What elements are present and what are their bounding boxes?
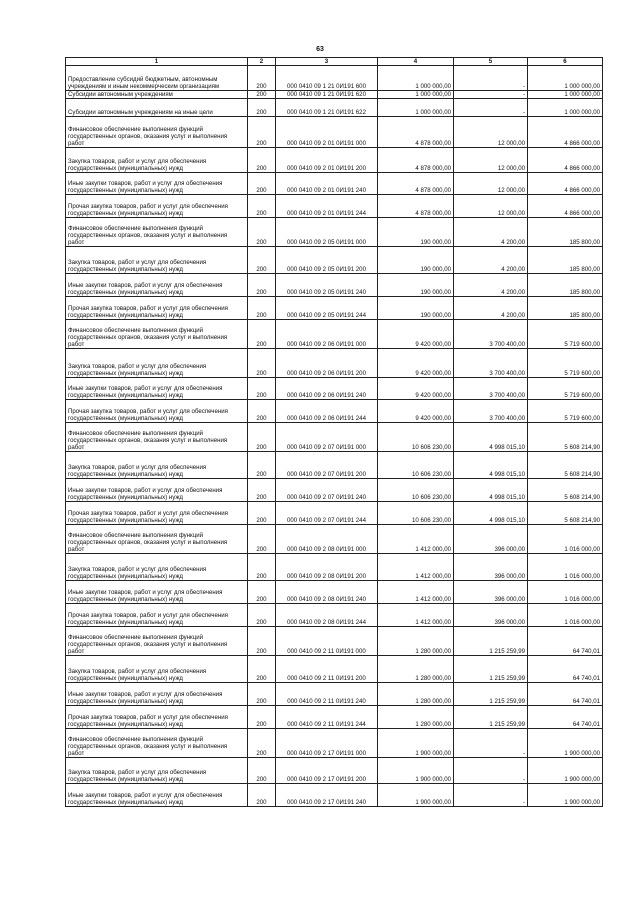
row-line-code: 200 <box>248 758 276 784</box>
row-unexecuted-amount: 1 000 000,00 <box>528 99 603 117</box>
row-line-code: 200 <box>248 66 276 91</box>
row-unexecuted-amount: 5 608 214,90 <box>528 423 603 452</box>
row-executed-amount: 3 700 400,00 <box>454 400 528 423</box>
row-line-code: 200 <box>248 729 276 758</box>
row-name: Предоставление субсидий бюджетным, автономным учреждениям и иным некоммерческим организациям <box>66 66 248 91</box>
row-unexecuted-amount: 185 800,00 <box>528 297 603 320</box>
row-approved-amount: 1 280 000,00 <box>378 656 454 683</box>
row-executed-amount: 4 200,00 <box>454 297 528 320</box>
table-row <box>66 99 603 117</box>
row-unexecuted-amount: 185 800,00 <box>528 247 603 274</box>
row-name: Субсидии автономным учреждениям <box>66 91 248 99</box>
row-approved-amount: 1 900 000,00 <box>378 784 454 807</box>
row-approved-amount: 10 606 230,00 <box>378 479 454 502</box>
table-row <box>66 274 603 297</box>
table-row <box>66 706 603 729</box>
column-header: 1 <box>66 58 248 66</box>
table-row <box>66 378 603 400</box>
row-name: Иные закупки товаров, работ и услуг для обеспечения государственных (муниципальных) нужд <box>66 173 248 195</box>
column-header: 5 <box>454 58 528 66</box>
row-approved-amount: 10 606 230,00 <box>378 452 454 479</box>
row-line-code: 200 <box>248 581 276 604</box>
row-budget-code: 000 0410 09 2 01 0И191 000 <box>276 117 378 148</box>
row-budget-code: 000 0410 09 2 17 0И191 200 <box>276 758 378 784</box>
table-row <box>66 479 603 502</box>
row-name: Закупка товаров, работ и услуг для обеспечения государственных (муниципальных) нужд <box>66 554 248 581</box>
row-name: Субсидии автономным учреждениям на иные цели <box>66 99 248 117</box>
row-executed-amount: - <box>454 91 528 99</box>
row-name: Прочая закупка товаров, работ и услуг для обеспечения государственных (муниципальных) нужд <box>66 604 248 627</box>
row-unexecuted-amount: 64 740,01 <box>528 683 603 706</box>
row-name: Иные закупки товаров, работ и услуг для обеспечения государственных (муниципальных) нужд <box>66 784 248 807</box>
row-line-code: 200 <box>248 99 276 117</box>
table-row <box>66 683 603 706</box>
row-executed-amount: 1 215 259,99 <box>454 683 528 706</box>
row-name: Финансовое обеспечение выполнения функций государственных органов, оказания услуг и выполнения работ <box>66 627 248 656</box>
row-budget-code: 000 0410 09 2 05 0И191 244 <box>276 297 378 320</box>
row-budget-code: 000 0410 09 2 17 0И191 240 <box>276 784 378 807</box>
table-row <box>66 91 603 99</box>
row-line-code: 200 <box>248 479 276 502</box>
row-executed-amount: 396 000,00 <box>454 525 528 554</box>
row-name: Прочая закупка товаров, работ и услуг для обеспечения государственных (муниципальных) нужд <box>66 297 248 320</box>
table-row <box>66 423 603 452</box>
row-executed-amount: - <box>454 99 528 117</box>
row-unexecuted-amount: 1 016 000,00 <box>528 604 603 627</box>
column-header: 2 <box>248 58 276 66</box>
row-line-code: 200 <box>248 423 276 452</box>
row-approved-amount: 1 412 000,00 <box>378 604 454 627</box>
row-approved-amount: 1 280 000,00 <box>378 706 454 729</box>
row-budget-code: 000 0410 09 2 11 0И191 200 <box>276 656 378 683</box>
table-row <box>66 320 603 349</box>
row-executed-amount: 4 200,00 <box>454 247 528 274</box>
row-unexecuted-amount: 1 016 000,00 <box>528 525 603 554</box>
table-body <box>66 66 603 807</box>
row-unexecuted-amount: 1 016 000,00 <box>528 554 603 581</box>
table-row <box>66 656 603 683</box>
row-approved-amount: 9 420 000,00 <box>378 378 454 400</box>
row-name: Закупка товаров, работ и услуг для обеспечения государственных (муниципальных) нужд <box>66 349 248 378</box>
row-name: Иные закупки товаров, работ и услуг для обеспечения государственных (муниципальных) нужд <box>66 274 248 297</box>
row-approved-amount: 4 878 000,00 <box>378 173 454 195</box>
row-approved-amount: 1 000 000,00 <box>378 99 454 117</box>
row-budget-code: 000 0410 09 1 21 0И191 620 <box>276 91 378 99</box>
row-name: Финансовое обеспечение выполнения функций государственных органов, оказания услуг и выполнения работ <box>66 320 248 349</box>
row-line-code: 200 <box>248 320 276 349</box>
row-unexecuted-amount: 185 800,00 <box>528 274 603 297</box>
row-budget-code: 000 0410 09 2 11 0И191 244 <box>276 706 378 729</box>
row-executed-amount: 4 998 015,10 <box>454 502 528 525</box>
row-name: Закупка товаров, работ и услуг для обеспечения государственных (муниципальных) нужд <box>66 656 248 683</box>
row-approved-amount: 4 878 000,00 <box>378 117 454 148</box>
row-line-code: 200 <box>248 117 276 148</box>
row-unexecuted-amount: 64 740,01 <box>528 627 603 656</box>
table-row <box>66 627 603 656</box>
row-unexecuted-amount: 5 608 214,90 <box>528 452 603 479</box>
row-line-code: 200 <box>248 525 276 554</box>
row-unexecuted-amount: 5 719 600,00 <box>528 349 603 378</box>
page-number: 63 <box>316 46 324 53</box>
row-executed-amount: - <box>454 66 528 91</box>
row-name: Иные закупки товаров, работ и услуг для обеспечения государственных (муниципальных) нужд <box>66 683 248 706</box>
row-name: Закупка товаров, работ и услуг для обеспечения государственных (муниципальных) нужд <box>66 758 248 784</box>
row-budget-code: 000 0410 09 2 08 0И191 244 <box>276 604 378 627</box>
row-line-code: 200 <box>248 656 276 683</box>
table-row <box>66 297 603 320</box>
row-unexecuted-amount: 4 866 000,00 <box>528 173 603 195</box>
row-budget-code: 000 0410 09 2 17 0И191 000 <box>276 729 378 758</box>
row-unexecuted-amount: 5 608 214,90 <box>528 502 603 525</box>
row-executed-amount: 4 998 015,10 <box>454 423 528 452</box>
table-row <box>66 604 603 627</box>
table-row <box>66 117 603 148</box>
row-unexecuted-amount: 4 866 000,00 <box>528 148 603 173</box>
row-executed-amount: 4 200,00 <box>454 218 528 247</box>
table-row <box>66 218 603 247</box>
row-budget-code: 000 0410 09 2 11 0И191 240 <box>276 683 378 706</box>
row-unexecuted-amount: 5 608 214,90 <box>528 479 603 502</box>
table-row <box>66 581 603 604</box>
row-approved-amount: 190 000,00 <box>378 247 454 274</box>
row-unexecuted-amount: 1 900 000,00 <box>528 758 603 784</box>
row-executed-amount: 1 215 259,99 <box>454 627 528 656</box>
row-name: Закупка товаров, работ и услуг для обеспечения государственных (муниципальных) нужд <box>66 452 248 479</box>
row-line-code: 200 <box>248 400 276 423</box>
row-executed-amount: 3 700 400,00 <box>454 320 528 349</box>
row-name: Иные закупки товаров, работ и услуг для обеспечения государственных (муниципальных) нужд <box>66 378 248 400</box>
row-name: Иные закупки товаров, работ и услуг для обеспечения государственных (муниципальных) нужд <box>66 581 248 604</box>
column-header: 6 <box>528 58 603 66</box>
row-budget-code: 000 0410 09 2 01 0И191 200 <box>276 148 378 173</box>
row-approved-amount: 1 900 000,00 <box>378 758 454 784</box>
row-approved-amount: 190 000,00 <box>378 218 454 247</box>
table-row <box>66 247 603 274</box>
row-name: Финансовое обеспечение выполнения функций государственных органов, оказания услуг и выполнения работ <box>66 525 248 554</box>
row-approved-amount: 1 900 000,00 <box>378 729 454 758</box>
row-unexecuted-amount: 5 719 600,00 <box>528 400 603 423</box>
row-line-code: 200 <box>248 502 276 525</box>
row-name: Финансовое обеспечение выполнения функций государственных органов, оказания услуг и выполнения работ <box>66 218 248 247</box>
row-approved-amount: 10 606 230,00 <box>378 423 454 452</box>
row-line-code: 200 <box>248 247 276 274</box>
row-line-code: 200 <box>248 784 276 807</box>
row-unexecuted-amount: 1 900 000,00 <box>528 784 603 807</box>
row-name: Прочая закупка товаров, работ и услуг для обеспечения государственных (муниципальных) нужд <box>66 400 248 423</box>
row-unexecuted-amount: 4 866 000,00 <box>528 195 603 218</box>
row-approved-amount: 9 420 000,00 <box>378 400 454 423</box>
row-executed-amount: 4 200,00 <box>454 274 528 297</box>
row-name: Финансовое обеспечение выполнения функций государственных органов, оказания услуг и выполнения работ <box>66 729 248 758</box>
row-approved-amount: 4 878 000,00 <box>378 148 454 173</box>
table-row <box>66 452 603 479</box>
row-unexecuted-amount: 64 740,01 <box>528 706 603 729</box>
row-budget-code: 000 0410 09 2 11 0И191 000 <box>276 627 378 656</box>
row-unexecuted-amount: 1 900 000,00 <box>528 729 603 758</box>
row-name: Иные закупки товаров, работ и услуг для обеспечения государственных (муниципальных) нужд <box>66 479 248 502</box>
row-executed-amount: 12 000,00 <box>454 173 528 195</box>
row-line-code: 200 <box>248 349 276 378</box>
row-line-code: 200 <box>248 683 276 706</box>
row-executed-amount: 4 998 015,10 <box>454 479 528 502</box>
row-unexecuted-amount: 1 000 000,00 <box>528 66 603 91</box>
row-executed-amount: 4 998 015,10 <box>454 452 528 479</box>
row-line-code: 200 <box>248 604 276 627</box>
row-name: Закупка товаров, работ и услуг для обеспечения государственных (муниципальных) нужд <box>66 148 248 173</box>
row-approved-amount: 1 000 000,00 <box>378 91 454 99</box>
row-line-code: 200 <box>248 452 276 479</box>
table-row <box>66 195 603 218</box>
row-line-code: 200 <box>248 173 276 195</box>
row-budget-code: 000 0410 09 2 08 0И191 200 <box>276 554 378 581</box>
row-approved-amount: 1 412 000,00 <box>378 525 454 554</box>
row-executed-amount: 12 000,00 <box>454 117 528 148</box>
row-name: Финансовое обеспечение выполнения функций государственных органов, оказания услуг и выполнения работ <box>66 423 248 452</box>
row-executed-amount: 3 700 400,00 <box>454 349 528 378</box>
row-budget-code: 000 0410 09 2 06 0И191 244 <box>276 400 378 423</box>
row-unexecuted-amount: 64 740,01 <box>528 656 603 683</box>
budget-execution-table <box>65 57 603 807</box>
row-name: Прочая закупка товаров, работ и услуг для обеспечения государственных (муниципальных) нужд <box>66 706 248 729</box>
row-line-code: 200 <box>248 195 276 218</box>
row-approved-amount: 190 000,00 <box>378 274 454 297</box>
row-line-code: 200 <box>248 274 276 297</box>
row-name: Финансовое обеспечение выполнения функций государственных органов, оказания услуг и выполнения работ <box>66 117 248 148</box>
table-row <box>66 66 603 91</box>
row-unexecuted-amount: 5 719 600,00 <box>528 320 603 349</box>
row-approved-amount: 1 412 000,00 <box>378 554 454 581</box>
row-executed-amount: 396 000,00 <box>454 581 528 604</box>
table-header <box>66 58 603 66</box>
row-name: Прочая закупка товаров, работ и услуг для обеспечения государственных (муниципальных) нужд <box>66 502 248 525</box>
table-row <box>66 349 603 378</box>
row-budget-code: 000 0410 09 2 05 0И191 200 <box>276 247 378 274</box>
row-budget-code: 000 0410 09 1 21 0И191 622 <box>276 99 378 117</box>
row-budget-code: 000 0410 09 2 06 0И191 000 <box>276 320 378 349</box>
table-row <box>66 148 603 173</box>
table-row <box>66 400 603 423</box>
column-header: 4 <box>378 58 454 66</box>
row-unexecuted-amount: 5 719 600,00 <box>528 378 603 400</box>
row-line-code: 200 <box>248 218 276 247</box>
row-budget-code: 000 0410 09 2 07 0И191 000 <box>276 423 378 452</box>
row-budget-code: 000 0410 09 1 21 0И191 600 <box>276 66 378 91</box>
row-line-code: 200 <box>248 627 276 656</box>
row-name: Прочая закупка товаров, работ и услуг для обеспечения государственных (муниципальных) нужд <box>66 195 248 218</box>
row-approved-amount: 1 412 000,00 <box>378 581 454 604</box>
row-line-code: 200 <box>248 554 276 581</box>
row-executed-amount: 1 215 259,99 <box>454 706 528 729</box>
row-executed-amount: - <box>454 729 528 758</box>
row-name: Закупка товаров, работ и услуг для обеспечения государственных (муниципальных) нужд <box>66 247 248 274</box>
table-row <box>66 729 603 758</box>
row-budget-code: 000 0410 09 2 06 0И191 240 <box>276 378 378 400</box>
row-budget-code: 000 0410 09 2 06 0И191 200 <box>276 349 378 378</box>
row-executed-amount: 12 000,00 <box>454 195 528 218</box>
row-budget-code: 000 0410 09 2 08 0И191 240 <box>276 581 378 604</box>
column-header: 3 <box>276 58 378 66</box>
table-row <box>66 784 603 807</box>
row-unexecuted-amount: 1 000 000,00 <box>528 91 603 99</box>
row-unexecuted-amount: 185 800,00 <box>528 218 603 247</box>
row-approved-amount: 4 878 000,00 <box>378 195 454 218</box>
table-row <box>66 758 603 784</box>
row-line-code: 200 <box>248 378 276 400</box>
row-executed-amount: 396 000,00 <box>454 604 528 627</box>
row-executed-amount: - <box>454 784 528 807</box>
row-budget-code: 000 0410 09 2 08 0И191 000 <box>276 525 378 554</box>
row-budget-code: 000 0410 09 2 07 0И191 240 <box>276 479 378 502</box>
row-line-code: 200 <box>248 91 276 99</box>
table-row <box>66 525 603 554</box>
row-executed-amount: - <box>454 758 528 784</box>
row-approved-amount: 9 420 000,00 <box>378 349 454 378</box>
row-approved-amount: 1 280 000,00 <box>378 683 454 706</box>
table-row <box>66 173 603 195</box>
row-budget-code: 000 0410 09 2 07 0И191 200 <box>276 452 378 479</box>
row-approved-amount: 9 420 000,00 <box>378 320 454 349</box>
row-budget-code: 000 0410 09 2 01 0И191 240 <box>276 173 378 195</box>
row-unexecuted-amount: 1 016 000,00 <box>528 581 603 604</box>
row-unexecuted-amount: 4 866 000,00 <box>528 117 603 148</box>
row-line-code: 200 <box>248 706 276 729</box>
row-approved-amount: 1 000 000,00 <box>378 66 454 91</box>
row-executed-amount: 396 000,00 <box>454 554 528 581</box>
table-row <box>66 554 603 581</box>
row-budget-code: 000 0410 09 2 01 0И191 244 <box>276 195 378 218</box>
row-budget-code: 000 0410 09 2 07 0И191 244 <box>276 502 378 525</box>
table-row <box>66 502 603 525</box>
row-budget-code: 000 0410 09 2 05 0И191 240 <box>276 274 378 297</box>
row-approved-amount: 1 280 000,00 <box>378 627 454 656</box>
row-budget-code: 000 0410 09 2 05 0И191 000 <box>276 218 378 247</box>
row-approved-amount: 10 606 230,00 <box>378 502 454 525</box>
row-executed-amount: 12 000,00 <box>454 148 528 173</box>
row-approved-amount: 190 000,00 <box>378 297 454 320</box>
row-line-code: 200 <box>248 148 276 173</box>
row-executed-amount: 1 215 259,99 <box>454 656 528 683</box>
row-executed-amount: 3 700 400,00 <box>454 378 528 400</box>
row-line-code: 200 <box>248 297 276 320</box>
